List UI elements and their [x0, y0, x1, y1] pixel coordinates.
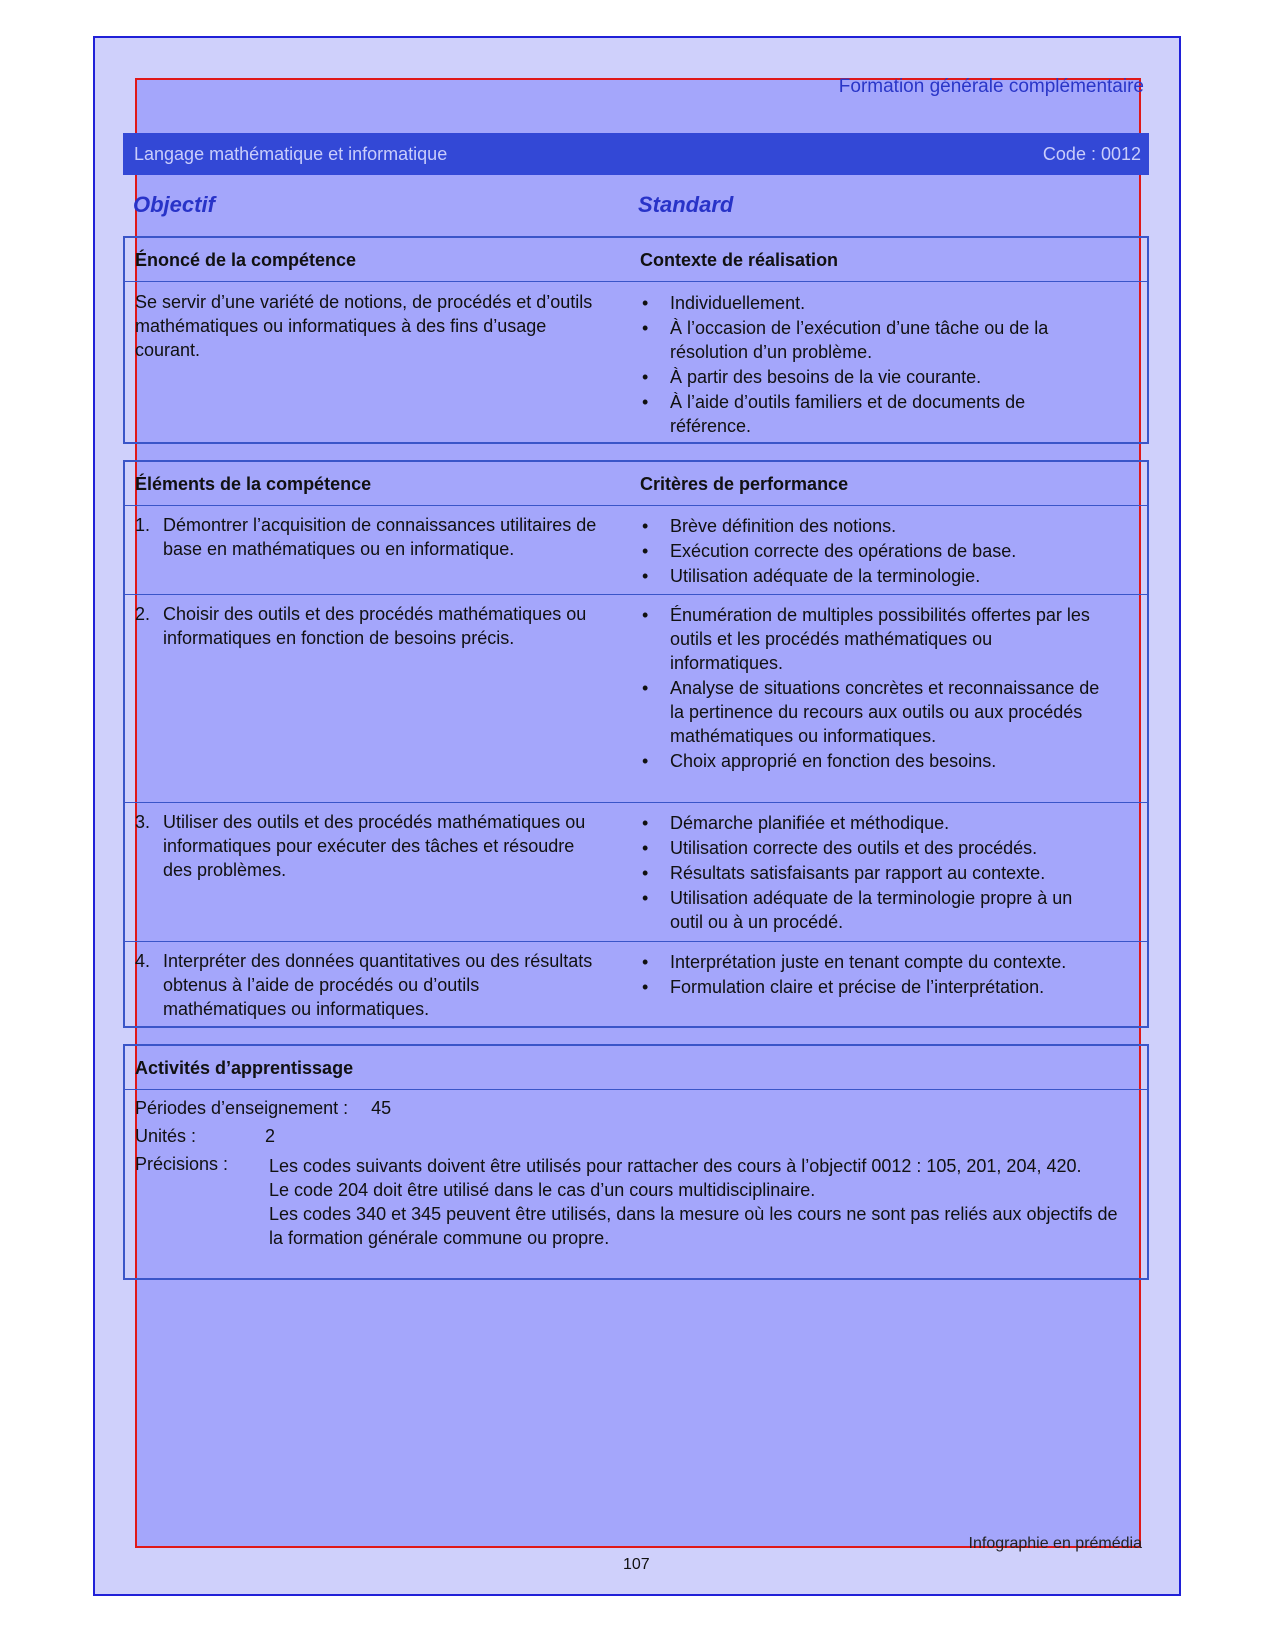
criteria-heading: Critères de performance: [640, 474, 849, 494]
objective-label: Objectif: [133, 192, 215, 217]
criteria-list: [640, 603, 1110, 773]
list-item: • Démarche planifiée et méthodique.: [640, 811, 1110, 835]
list-item: • Analyse de situations concrètes et reconnaissance de la pertinence du recours aux outils ou aux procédés mathématiques ou informatiques.: [640, 676, 1110, 748]
element-text: Interpréter des données quantitatives ou des résultats obtenus à l’aide de procédés ou d’outils mathématiques ou informatiques.: [163, 951, 593, 1019]
list-item: • À l’occasion de l’exécution d’une tâche ou de la résolution d’un problème.: [640, 316, 1110, 364]
list-item: • Interprétation juste en tenant compte du contexte.: [640, 950, 1110, 974]
competence-statement: Se servir d’une variété de notions, de procédés et d’outils mathématiques ou informatiques à des fins d’usage courant.: [135, 292, 593, 360]
competence-statement-heading: Énoncé de la compétence: [135, 250, 357, 270]
element-text: Choisir des outils et des procédés mathématiques ou informatiques en fonction de besoins précis.: [163, 604, 587, 648]
element-text: Démontrer l’acquisition de connaissances utilitaires de base en mathématiques ou en informatique.: [163, 515, 597, 559]
criteria-list: [640, 950, 1110, 999]
competence-header: [125, 238, 1147, 282]
page-number: 107: [623, 1556, 650, 1573]
list-item: • Choix approprié en fonction des besoins.: [640, 749, 1110, 773]
list-item: • Utilisation adéquate de la terminologie.: [640, 564, 1110, 588]
element-row: [125, 942, 1147, 1028]
precisions-text: [269, 1154, 1125, 1250]
elements-box: [123, 460, 1149, 1028]
activities-body: [125, 1090, 1147, 1278]
elements-header: [125, 462, 1147, 506]
precisions-label: Précisions :: [135, 1154, 229, 1174]
element-row: [125, 803, 1147, 942]
list-item: • Brève définition des notions.: [640, 514, 1110, 538]
element-number: 2.: [135, 604, 151, 624]
list-item: • Utilisation adéquate de la terminologie propre à un outil ou à un procédé.: [640, 886, 1110, 934]
periods-value: 45: [371, 1098, 392, 1118]
criteria-list: [640, 811, 1110, 934]
elements-heading: Éléments de la compétence: [135, 474, 372, 494]
criteria-list: [640, 514, 1110, 588]
list-item: • Utilisation correcte des outils et des procédés.: [640, 836, 1110, 860]
list-item: • Individuellement.: [640, 291, 1110, 315]
list-item: • Exécution correcte des opérations de base.: [640, 539, 1110, 563]
element-number: 1.: [135, 515, 151, 535]
list-item: • À l’aide d’outils familiers et de documents de référence.: [640, 390, 1110, 438]
units-value: 2: [265, 1126, 276, 1146]
element-text: Utiliser des outils et des procédés mathématiques ou informatiques pour exécuter des tâches et résoudre des problèmes.: [163, 812, 586, 880]
element-number: 3.: [135, 812, 151, 832]
list-item: • À partir des besoins de la vie courante.: [640, 365, 1110, 389]
list-item: • Résultats satisfaisants par rapport au contexte.: [640, 861, 1110, 885]
activities-box: [123, 1044, 1149, 1280]
activities-header: [125, 1046, 1147, 1090]
list-item: • Formulation claire et précise de l’interprétation.: [640, 975, 1110, 999]
precision-item: Le code 204 doit être utilisé dans le cas d’un cours multidisciplinaire.: [269, 1180, 816, 1200]
element-row: [125, 595, 1147, 803]
competence-box: [123, 236, 1149, 444]
program-title: Langage mathématique et informatique: [134, 143, 448, 164]
program-title-bar: [123, 133, 1149, 175]
element-row: [125, 506, 1147, 595]
context-heading: Contexte de réalisation: [640, 250, 839, 270]
element-number: 4.: [135, 951, 151, 971]
competence-body: [125, 282, 1147, 442]
units-label: Unités :: [135, 1126, 197, 1146]
precision-item: Les codes suivants doivent être utilisés pour rattacher des cours à l’objectif 0012 : 105, 201, 204, 420.: [269, 1156, 1082, 1176]
context-list: [640, 291, 1110, 438]
activities-heading: Activités d’apprentissage: [135, 1058, 354, 1078]
list-item: • Énumération de multiples possibilités offertes par les outils et les procédés mathématiques ou informatiques.: [640, 603, 1110, 675]
precision-item: Les codes 340 et 345 peuvent être utilisés, dans la mesure où les cours ne sont pas reliés aux objectifs de la formation générale commune ou propre.: [269, 1204, 1118, 1248]
standard-label: Standard: [638, 192, 734, 217]
program-code: Code : 0012: [1042, 143, 1141, 164]
section-title: Formation générale complémentaire: [838, 76, 1144, 97]
periods-label: Périodes d’enseignement :: [135, 1098, 349, 1118]
footer-program: Infographie en prémédia: [968, 1535, 1142, 1552]
